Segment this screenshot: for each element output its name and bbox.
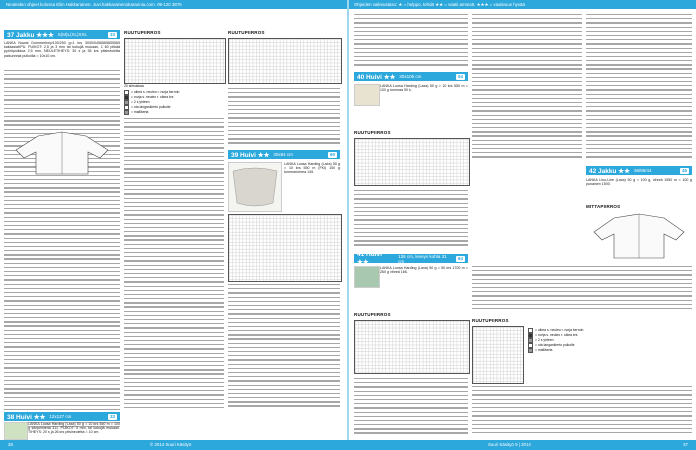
legend-2-item: = mallikerta: [528, 348, 584, 353]
pattern-41-text: [354, 378, 468, 436]
pattern-40-header: [354, 72, 468, 81]
legend-1-item: = mallikerta: [124, 110, 224, 115]
header-right: Ohjeiden vaikeustaso: ★ = helppo, tehdä ★★ = vaatii ammatt. ★★★ = vaativuus hyvää: [348, 0, 696, 9]
chart-1-caption: 20 silmukkaa: [124, 84, 144, 88]
pattern-39-intro: LANKA Luosa Harding (Laxa) 50 g = 10 krs 550 m (FKI) 100 g tummanohrea 149.: [284, 162, 340, 175]
pattern-41-intro: LANKA Luosa Harding (Laxa) 50 g = 50 krs 1700 m = 260 g vihreä 166.: [380, 266, 468, 275]
pattern-42-header: [586, 166, 692, 175]
jacket-diagram: [8, 128, 116, 178]
footer-right-page: 37: [683, 442, 688, 447]
pattern-39-header: [228, 150, 340, 159]
legend-2-item: = ota langankierto puikolle: [528, 343, 584, 348]
pattern-40-size: 30x106 cm: [399, 74, 422, 79]
pattern-38-title: 38 Huivi ★★: [7, 413, 46, 421]
knitting-chart-1b: [228, 38, 342, 84]
pattern-42-intro: LANKA Lino-Line (Laxa) 50 g = 100 g, vihreä 1550 m = 100 g punainen 1500.: [586, 178, 692, 187]
pattern-42-title: 42 Jakku ★★: [589, 167, 630, 175]
chart-1b-label: RUUTUPIIRROS: [228, 30, 265, 35]
pattern-41-title: 41 Huivi ★★: [357, 251, 382, 266]
legend-2-item: = 2 s yhteen: [528, 338, 584, 343]
page-spine: [347, 0, 349, 450]
knitting-chart-3: [354, 138, 470, 186]
mid-right-column-text: [472, 14, 582, 164]
knitting-chart-4: [354, 320, 470, 374]
chart-1-label: RUUTUPIIRROS: [124, 30, 161, 35]
pattern-37-badge: 33: [109, 31, 115, 37]
footer-right: [348, 440, 696, 450]
footer-left-text: © 2014 Suuri Käsityö: [150, 442, 192, 447]
pattern-41-badge: 64: [457, 255, 463, 261]
legend-2-item: = nurja s. neuleo r. oikea krs: [528, 333, 584, 338]
chart-3-label: RUUTUPIIRROS: [354, 130, 391, 135]
right-column-text-top: [228, 88, 340, 146]
pattern-42-size: 36/85/44: [633, 168, 652, 173]
pattern-38-header: [4, 412, 120, 421]
pattern-41-header: [354, 251, 468, 266]
chart-5-label: RUUTUPIIRROS: [472, 318, 509, 323]
mittapiirros-label: MITTAPIIRROS: [586, 204, 621, 209]
footer-right-text: Suuri Käsityö 9 | 2014: [488, 442, 531, 447]
middle-column-text: [124, 118, 224, 412]
pattern-40-text-top: [354, 14, 468, 68]
header-left: Neuleiden ohjeet kolossa Eliin Hakkarainen. Juvi.hakkarainenokarannia.com. 09-120 3876: [0, 0, 348, 9]
pattern-40-text: [354, 190, 468, 250]
legend-1-item: = 2 s yhteen: [124, 100, 224, 105]
pattern-41-size: 136 cm, leveys kohta 31 cm: [398, 253, 447, 264]
pattern-38-swatch: [4, 422, 28, 440]
pattern-38-intro: LANKA Luosa Harding (Laxa) 50 g = 10 krs 550 m = 100 g sitnpeinteita 311. PUIKOT: 5 mm, tai kokojiä mukaan. TIHEYS: 20 s ja 26 krs pitsineuletta = 10 cm.: [28, 422, 120, 435]
pattern-37-body: [4, 70, 120, 430]
right-column-text-bottom: [228, 284, 340, 410]
pattern-39-badge: 60: [329, 151, 335, 157]
pattern-38-badge: 33: [109, 413, 115, 419]
pattern-40-intro: LANKA Luosa Harding (Laxa) 50 g = 10 krs 550 m = 100 g tummaa 50 k.: [380, 84, 468, 93]
footer-left: [0, 440, 348, 450]
pattern-41-swatch: [354, 266, 380, 288]
pattern-40-title: 40 Huivi ★★: [357, 73, 396, 81]
far-right-column-text: [586, 14, 692, 164]
knitting-chart-5: [472, 326, 524, 384]
pattern-39-title: 39 Huivi ★★: [231, 151, 270, 159]
legend-2-item: = oikea s. neuleo r. nurja kerroin: [528, 328, 584, 333]
pattern-40-badge: 54: [457, 73, 463, 79]
legend-1-item: = oikea s. neuleo r. nurja kerroin: [124, 90, 224, 95]
pattern-39-photo: [228, 162, 282, 212]
pattern-39-size: 30x84 cm: [273, 152, 293, 157]
legend-1: [124, 90, 224, 115]
knitting-chart-1: [124, 38, 226, 84]
pattern-37-size: S(M)L(XL)XXL: [57, 32, 88, 37]
chart-4-label: RUUTUPIIRROS: [354, 312, 391, 317]
legend-2: [528, 328, 584, 353]
legend-1-item: = nurja s. neuleo r. oikea krs: [124, 95, 224, 100]
pattern-38-size: 12x127 cm: [49, 414, 72, 419]
pattern-40-swatch: [354, 84, 380, 106]
pattern-37-intro: LANKA Nowal Gummerholy/100/250 g=1 krs 3000/0456565655565 kakkasiaKPU. PUIKOT: 2,5 ja 3 mm tai kokojiä mukaan, 1 60 pitkää pyöröpuikkoa 2,5 mm. NEULETIHEYS: 30 s ja 36 krs pitsineuletta palsunnnia puikoilla = 10x10 cm.: [4, 41, 120, 58]
legend-1-item: = ota langankierto puikolle: [124, 105, 224, 110]
footer-left-page: 36: [8, 442, 13, 447]
jacket-42-diagram: [590, 212, 688, 262]
pattern-42-text-bottom: [472, 386, 692, 436]
knitting-chart-2: [228, 214, 342, 282]
pattern-37-title: 37 Jakku ★★★: [7, 31, 54, 39]
pattern-42-text: [472, 266, 692, 314]
pattern-37-header: [4, 30, 120, 39]
pattern-42-badge: 45: [681, 167, 687, 173]
